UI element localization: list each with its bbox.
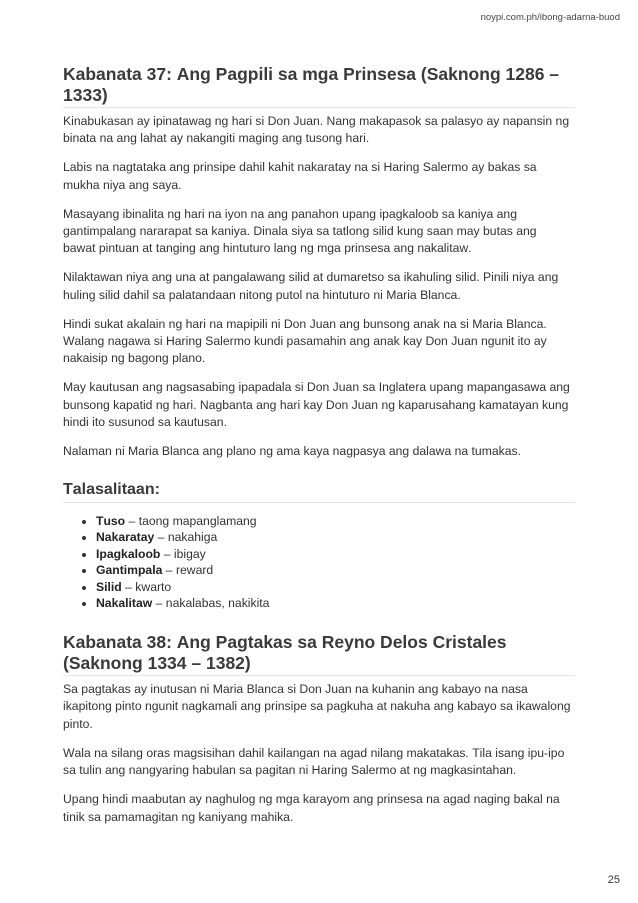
vocabulary-item xyxy=(96,546,571,563)
vocabulary-separator: – xyxy=(157,530,165,545)
paragraph: Sa pagtakas ay inutusan ni Maria Blanca si Don Juan na kuhanin ang kabayo na nasa ikapitong pinto ngunit nagkamali ang prinsipe sa pagkuha at nakuha ang kabayo sa ikawalong pinto. xyxy=(63,682,571,731)
vocabulary-term: Tuso xyxy=(96,513,126,528)
vocabulary-heading: Talasalitaan: xyxy=(63,480,575,503)
chapter-title: Kabanata 37: Ang Pagpili sa mga Prinsesa (Saknong 1286 – 1333) xyxy=(63,64,575,108)
vocabulary-definition: nakalabas, nakikita xyxy=(165,596,270,611)
vocabulary-separator: – xyxy=(128,513,136,528)
chapter-title: Kabanata 38: Ang Pagtakas sa Reyno Delos Cristales (Saknong 1334 – 1382) xyxy=(63,632,575,676)
vocabulary-item xyxy=(96,529,571,546)
paragraph: Nalaman ni Maria Blanca ang plano ng ama kaya nagpasya ang dalawa na tumakas. xyxy=(63,444,521,459)
paragraph: Hindi sukat akalain ng hari na mapipili ni Don Juan ang bunsong anak na si Maria Blanca. Walang nagawa si Haring Salermo kundi pasamahin ang anak kay Don Juan ngunit ito ay nakaisip ng bagong plano. xyxy=(63,316,547,366)
chapter-section xyxy=(63,632,571,826)
paragraph: Wala na silang oras magsisihan dahil kailangan na agad nilang makatakas. Tila isang ipu-ipo sa tulin ang nangyaring habulan sa pagitan ni Haring Salermo at ng magkasintahan. xyxy=(63,745,565,778)
vocabulary-separator: – xyxy=(125,579,132,594)
vocabulary-term: Nakalitaw xyxy=(96,596,153,611)
paragraph: Labis na nagtataka ang prinsipe dahil kahit nakaratay na si Haring Salermo ay bakas sa mukha niya ang saya. xyxy=(63,160,537,192)
vocabulary-term: Ipagkaloob xyxy=(96,546,161,561)
page-number: 25 xyxy=(607,874,620,886)
chapter-section xyxy=(63,64,571,612)
vocabulary-definition: reward xyxy=(175,563,214,578)
vocabulary-definition: taong mapanglamang xyxy=(138,513,257,528)
vocabulary-list xyxy=(63,513,571,613)
vocabulary-definition: nakahiga xyxy=(167,530,218,545)
vocabulary-definition: kwarto xyxy=(135,579,172,594)
vocabulary-item xyxy=(96,562,571,579)
vocabulary-separator: – xyxy=(155,596,163,611)
vocabulary-term: Silid xyxy=(96,579,122,594)
vocabulary-item xyxy=(96,579,571,596)
vocabulary-separator: – xyxy=(163,546,171,561)
paragraph: Masayang ibinalita ng hari na iyon na ang panahon upang ipagkaloob sa kaniya ang gantimpalang nararapat sa kaniya. Dinala siya sa tatlong silid kung saan may butas ang bawat pintuan at tanging ang hintuturo lang ng mga prinsesa ang nakalitaw. xyxy=(63,206,537,256)
paragraph: May kautusan ang nagsasabing ipapadala si Don Juan sa Inglatera upang mapangasawa ang bunsong kapatid ng hari. Nagbanta ang hari kay Don Juan ng kaparusahang kamatayan kung hindi ito susunod sa kautusan. xyxy=(63,380,570,430)
paragraph: Upang hindi maabutan ay naghulog ng mga karayom ang prinsesa na agad naging bakal na tinik sa pamamagitan ng kaniyang mahika. xyxy=(63,792,560,824)
vocabulary-term: Nakaratay xyxy=(96,530,155,545)
vocabulary-item xyxy=(96,595,571,612)
document-content xyxy=(63,64,571,837)
paragraph: Nilaktawan niya ang una at pangalawang silid at dumaretso sa ikahuling silid. Pinili niya ang huling silid dahil sa palatandaan nitong putol na hintuturo ni Maria Blanca. xyxy=(63,270,559,302)
vocabulary-definition: ibigay xyxy=(173,546,206,561)
vocabulary-term: Gantimpala xyxy=(96,563,163,578)
vocabulary-item xyxy=(96,513,571,530)
paragraph: Kinabukasan ay ipinatawag ng hari si Don Juan. Nang makapasok sa palasyo ay napansin ng binata na ang lahat ay nakangiti maging ang tusong hari. xyxy=(63,114,570,146)
source-url: noypi.com.ph/ibong-adarna-buod xyxy=(480,12,620,23)
vocabulary-separator: – xyxy=(165,563,173,578)
